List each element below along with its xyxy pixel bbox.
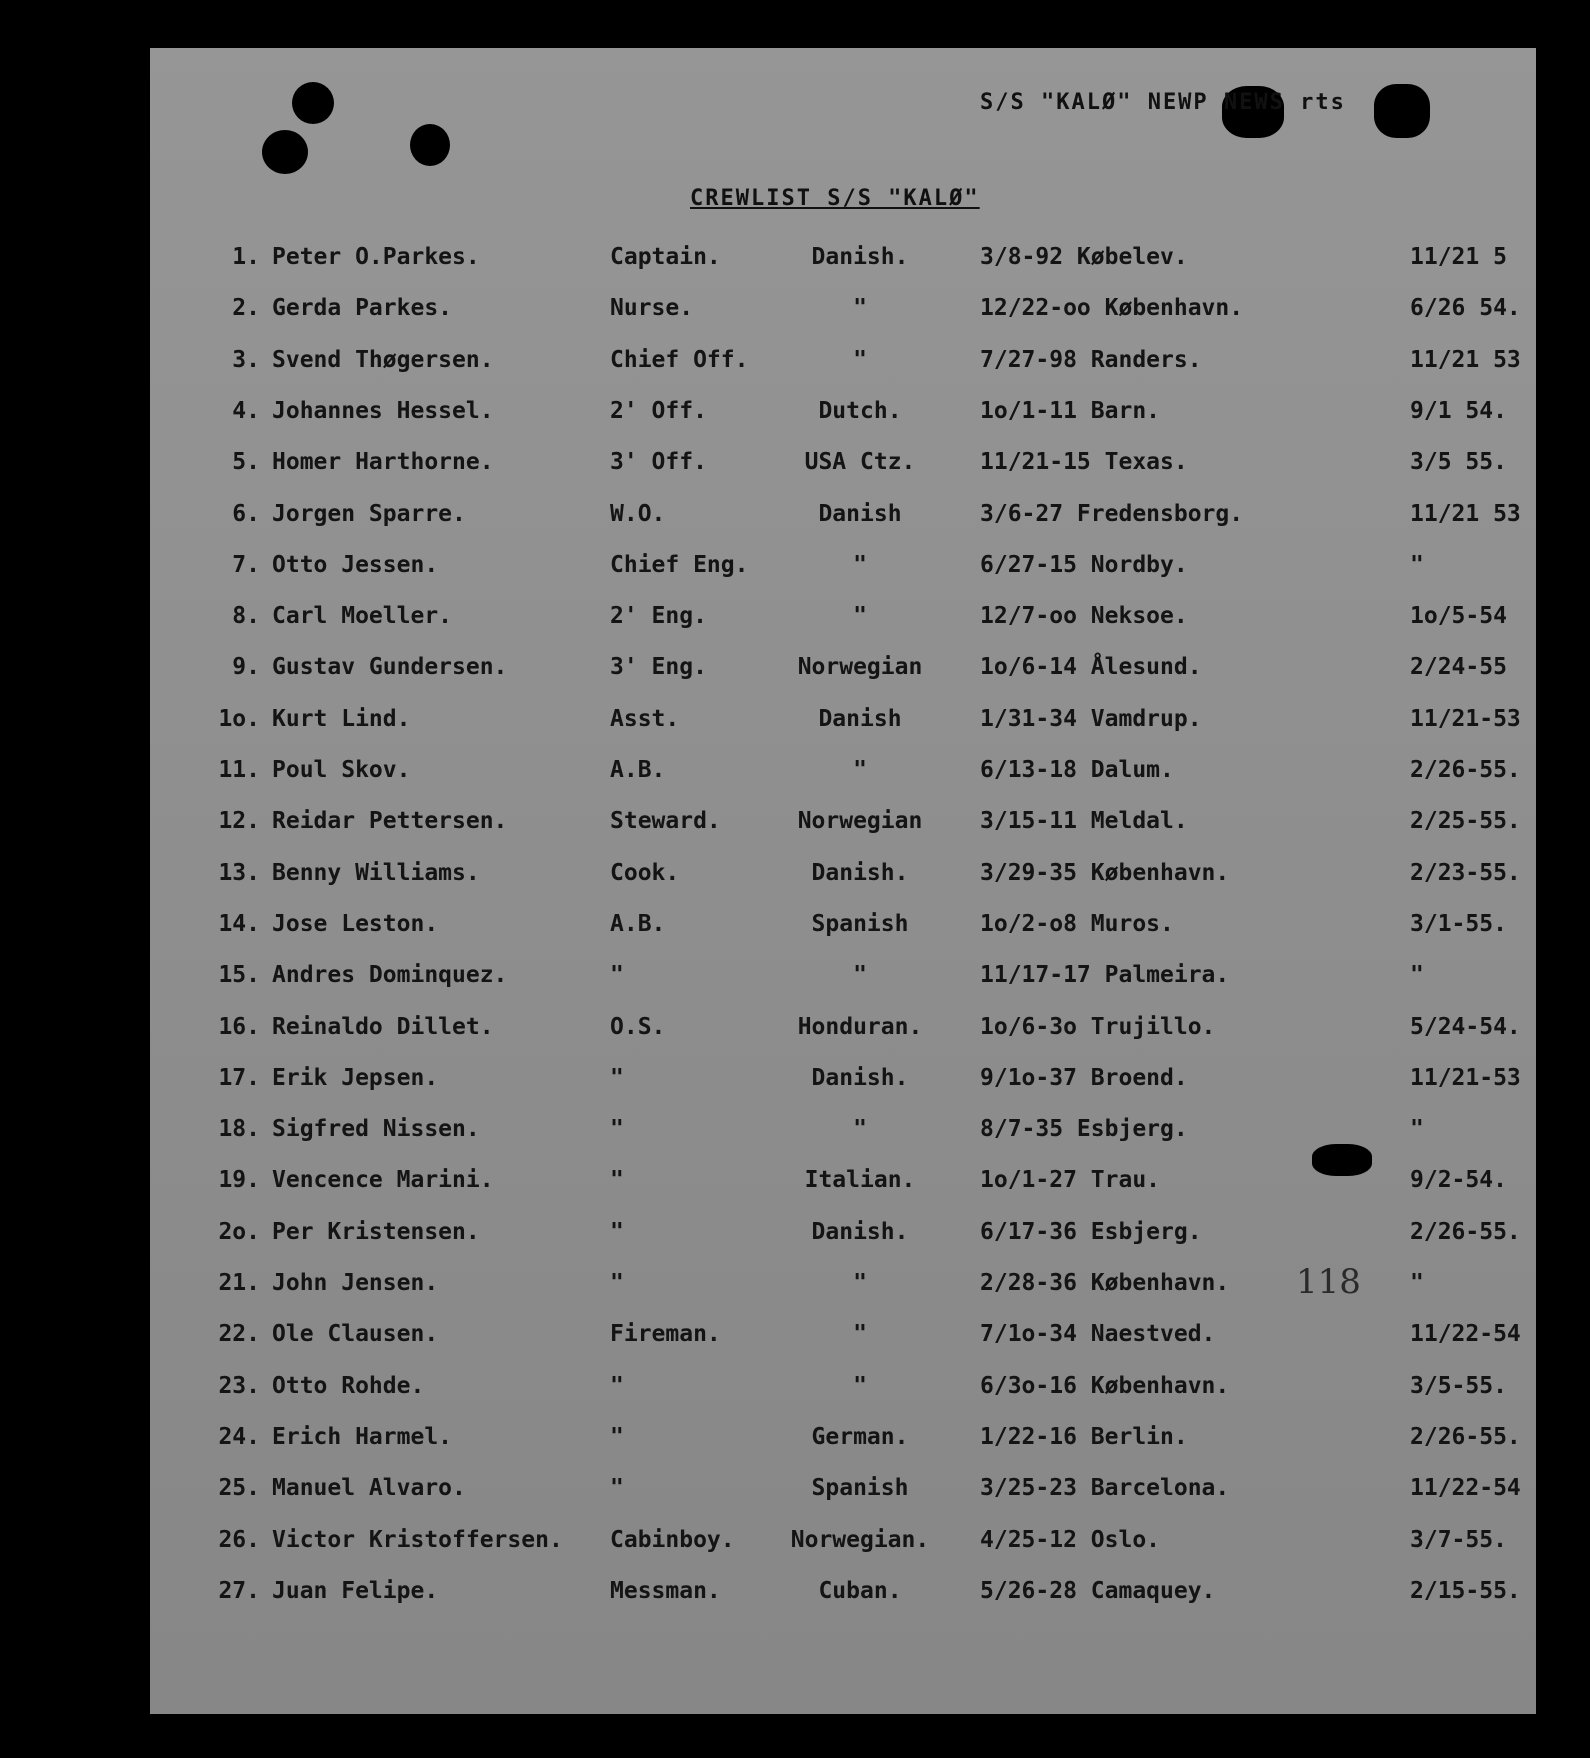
- crew-date: 3/5 55.: [1410, 449, 1507, 475]
- crew-rank: Captain.: [610, 244, 721, 270]
- row-number: 17.: [218, 1065, 260, 1091]
- crew-rank: 2' Off.: [610, 398, 707, 424]
- row-number: 22.: [218, 1321, 260, 1347]
- crew-nationality: Danish.: [811, 244, 909, 270]
- crew-name: Erik Jepsen.: [272, 1065, 439, 1091]
- crew-name: Reidar Pettersen.: [272, 808, 508, 834]
- crew-birth-info: 1/22-16 Berlin.: [980, 1424, 1188, 1450]
- crew-rank: ": [610, 1065, 624, 1091]
- crew-birth-info: 7/1o-34 Naestved.: [980, 1321, 1216, 1347]
- crew-name: Poul Skov.: [272, 757, 411, 783]
- crew-rank: ": [610, 1424, 624, 1450]
- crew-rank: O.S.: [610, 1014, 666, 1040]
- row-number: 7.: [232, 552, 260, 578]
- crew-name: Per Kristensen.: [272, 1219, 480, 1245]
- row-number: 1.: [232, 244, 260, 270]
- ink-blot: [1374, 84, 1430, 138]
- crew-date: 2/26-55.: [1410, 1219, 1521, 1245]
- crew-date: 11/21-53: [1410, 706, 1521, 732]
- crew-rank: Messman.: [610, 1578, 721, 1604]
- crew-name: Erich Harmel.: [272, 1424, 453, 1450]
- crew-date: 2/15-55.: [1410, 1578, 1521, 1604]
- crew-name: Victor Kristoffersen.: [272, 1527, 563, 1553]
- crew-date: 2/24-55: [1410, 654, 1507, 680]
- crew-name: Jorgen Sparre.: [272, 501, 466, 527]
- row-number: 9.: [232, 654, 260, 680]
- crew-name: Vencence Marini.: [272, 1167, 494, 1193]
- crew-rank: Fireman.: [610, 1321, 721, 1347]
- crew-date: 11/21 5: [1410, 244, 1507, 270]
- crew-name: Johannes Hessel.: [272, 398, 494, 424]
- crew-name: Andres Dominquez.: [272, 962, 508, 988]
- crew-rank: Cook.: [610, 860, 680, 886]
- crew-date: 3/7-55.: [1410, 1527, 1507, 1553]
- crew-rank: Chief Off.: [610, 347, 749, 373]
- crew-rank: 3' Off.: [610, 449, 707, 475]
- crew-date: 3/1-55.: [1410, 911, 1507, 937]
- crew-name: Peter O.Parkes.: [272, 244, 480, 270]
- crew-date: ": [1410, 1116, 1424, 1142]
- row-number: 2o.: [218, 1219, 260, 1245]
- crew-name: Juan Felipe.: [272, 1578, 439, 1604]
- crew-rank: W.O.: [610, 501, 666, 527]
- crew-date: 3/5-55.: [1410, 1373, 1507, 1399]
- crew-nationality: Honduran.: [797, 1014, 923, 1040]
- crew-birth-info: 9/1o-37 Broend.: [980, 1065, 1188, 1091]
- row-number: 27.: [218, 1578, 260, 1604]
- crew-rank: Steward.: [610, 808, 721, 834]
- crew-date: 11/22-54: [1410, 1321, 1521, 1347]
- crew-birth-info: 1o/6-14 Ålesund.: [980, 654, 1202, 680]
- crew-rank: Cabinboy.: [610, 1527, 735, 1553]
- crew-birth-info: 3/25-23 Barcelona.: [980, 1475, 1230, 1501]
- crew-rank: 3' Eng.: [610, 654, 707, 680]
- crew-birth-info: 1o/2-o8 Muros.: [980, 911, 1174, 937]
- crew-nationality: Italian.: [804, 1167, 916, 1193]
- row-number: 19.: [218, 1167, 260, 1193]
- row-number: 14.: [218, 911, 260, 937]
- crew-name: Ole Clausen.: [272, 1321, 439, 1347]
- crew-rank: 2' Eng.: [610, 603, 707, 629]
- row-number: 25.: [218, 1475, 260, 1501]
- ink-blot: [1312, 1144, 1372, 1176]
- crew-name: Reinaldo Dillet.: [272, 1014, 494, 1040]
- crew-birth-info: 3/6-27 Fredensborg.: [980, 501, 1244, 527]
- crew-nationality: Spanish: [811, 1475, 909, 1501]
- crew-nationality: Norwegian: [797, 654, 923, 680]
- row-number: 2.: [232, 295, 260, 321]
- crew-nationality: ": [853, 1116, 867, 1142]
- crew-rank: ": [610, 962, 624, 988]
- crew-nationality: ": [853, 1373, 867, 1399]
- crew-date: 2/26-55.: [1410, 757, 1521, 783]
- crew-name: Carl Moeller.: [272, 603, 453, 629]
- crew-nationality: USA Ctz.: [804, 449, 916, 475]
- crew-rank: Chief Eng.: [610, 552, 749, 578]
- header-reference: S/S "KALØ" NEWP NEWS rts: [980, 90, 1346, 115]
- row-number: 15.: [218, 962, 260, 988]
- crew-nationality: German.: [811, 1424, 909, 1450]
- crew-name: Gerda Parkes.: [272, 295, 453, 321]
- crew-birth-info: 12/22-oo København.: [980, 295, 1244, 321]
- crew-birth-info: 2/28-36 København.: [980, 1270, 1230, 1296]
- crew-date: 11/21 53: [1410, 501, 1521, 527]
- crew-nationality: Norwegian.: [790, 1527, 930, 1553]
- crew-date: 11/22-54: [1410, 1475, 1521, 1501]
- crew-date: 11/21 53: [1410, 347, 1521, 373]
- crew-date: 5/24-54.: [1410, 1014, 1521, 1040]
- crew-birth-info: 1o/1-11 Barn.: [980, 398, 1161, 424]
- row-number: 13.: [218, 860, 260, 886]
- crew-birth-info: 5/26-28 Camaquey.: [980, 1578, 1216, 1604]
- row-number: 18.: [218, 1116, 260, 1142]
- crew-nationality: ": [853, 552, 867, 578]
- punch-hole: [292, 82, 334, 124]
- crew-name: Sigfred Nissen.: [272, 1116, 480, 1142]
- crew-nationality: Dutch.: [818, 398, 902, 424]
- crew-birth-info: 8/7-35 Esbjerg.: [980, 1116, 1188, 1142]
- crew-name: Otto Rohde.: [272, 1373, 425, 1399]
- crew-name: Gustav Gundersen.: [272, 654, 508, 680]
- page-title: CREWLIST S/S "KALØ": [690, 186, 980, 211]
- crew-birth-info: 6/13-18 Dalum.: [980, 757, 1174, 783]
- crew-rank: ": [610, 1373, 624, 1399]
- crew-date: 2/25-55.: [1410, 808, 1521, 834]
- crew-nationality: Danish: [818, 501, 902, 527]
- crew-name: Otto Jessen.: [272, 552, 439, 578]
- crew-nationality: ": [853, 1270, 867, 1296]
- crew-nationality: ": [853, 757, 867, 783]
- crew-birth-info: 1/31-34 Vamdrup.: [980, 706, 1202, 732]
- crew-birth-info: 4/25-12 Oslo.: [980, 1527, 1161, 1553]
- crew-birth-info: 6/27-15 Nordby.: [980, 552, 1188, 578]
- crew-nationality: Cuban.: [818, 1578, 902, 1604]
- crew-birth-info: 3/15-11 Meldal.: [980, 808, 1188, 834]
- crew-birth-info: 3/29-35 København.: [980, 860, 1230, 886]
- crew-rank: ": [610, 1167, 624, 1193]
- punch-hole: [410, 124, 450, 166]
- crew-date: 1o/5-54: [1410, 603, 1507, 629]
- row-number: 6.: [232, 501, 260, 527]
- crew-date: 9/1 54.: [1410, 398, 1507, 424]
- crew-birth-info: 12/7-oo Neksoe.: [980, 603, 1188, 629]
- row-number: 16.: [218, 1014, 260, 1040]
- row-number: 8.: [232, 603, 260, 629]
- row-number: 11.: [218, 757, 260, 783]
- crew-name: Homer Harthorne.: [272, 449, 494, 475]
- punch-hole: [262, 130, 308, 174]
- crew-rank: Asst.: [610, 706, 680, 732]
- crew-name: Manuel Alvaro.: [272, 1475, 466, 1501]
- crew-name: Benny Williams.: [272, 860, 480, 886]
- crew-nationality: ": [853, 347, 867, 373]
- crew-birth-info: 3/8-92 Købelev.: [980, 244, 1188, 270]
- crew-nationality: Norwegian: [797, 808, 923, 834]
- crew-rank: Nurse.: [610, 295, 694, 321]
- crew-birth-info: 11/17-17 Palmeira.: [980, 962, 1230, 988]
- crew-birth-info: 1o/1-27 Trau.: [980, 1167, 1161, 1193]
- crew-nationality: Spanish: [811, 911, 909, 937]
- crew-date: ": [1410, 552, 1424, 578]
- row-number: 3.: [232, 347, 260, 373]
- crew-nationality: ": [853, 962, 867, 988]
- row-number: 23.: [218, 1373, 260, 1399]
- row-number: 5.: [232, 449, 260, 475]
- row-number: 12.: [218, 808, 260, 834]
- crew-birth-info: 6/17-36 Esbjerg.: [980, 1219, 1202, 1245]
- crew-date: ": [1410, 962, 1424, 988]
- crew-nationality: Danish: [818, 706, 902, 732]
- crew-date: 6/26 54.: [1410, 295, 1521, 321]
- crew-nationality: Danish.: [811, 1065, 909, 1091]
- row-number: 21.: [218, 1270, 260, 1296]
- row-number: 24.: [218, 1424, 260, 1450]
- crew-name: Kurt Lind.: [272, 706, 411, 732]
- crew-nationality: ": [853, 1321, 867, 1347]
- crew-birth-info: 11/21-15 Texas.: [980, 449, 1188, 475]
- page-number: 118: [1296, 1262, 1361, 1302]
- crew-name: Svend Thøgersen.: [272, 347, 494, 373]
- row-number: 1o.: [218, 706, 260, 732]
- crew-nationality: ": [853, 603, 867, 629]
- crew-rank: A.B.: [610, 911, 666, 937]
- crew-date: 11/21-53: [1410, 1065, 1521, 1091]
- crew-rank: ": [610, 1116, 624, 1142]
- crew-rank: ": [610, 1219, 624, 1245]
- crew-rank: ": [610, 1270, 624, 1296]
- crew-birth-info: 1o/6-3o Trujillo.: [980, 1014, 1216, 1040]
- crew-name: John Jensen.: [272, 1270, 439, 1296]
- row-number: 4.: [232, 398, 260, 424]
- crew-rank: ": [610, 1475, 624, 1501]
- crew-date: 9/2-54.: [1410, 1167, 1507, 1193]
- crew-date: 2/26-55.: [1410, 1424, 1521, 1450]
- crew-nationality: Danish.: [811, 1219, 909, 1245]
- crew-birth-info: 6/3o-16 København.: [980, 1373, 1230, 1399]
- crew-birth-info: 7/27-98 Randers.: [980, 347, 1202, 373]
- crew-date: ": [1410, 1270, 1424, 1296]
- crew-nationality: ": [853, 295, 867, 321]
- crew-rank: A.B.: [610, 757, 666, 783]
- row-number: 26.: [218, 1527, 260, 1553]
- crew-name: Jose Leston.: [272, 911, 439, 937]
- crew-nationality: Danish.: [811, 860, 909, 886]
- crew-date: 2/23-55.: [1410, 860, 1521, 886]
